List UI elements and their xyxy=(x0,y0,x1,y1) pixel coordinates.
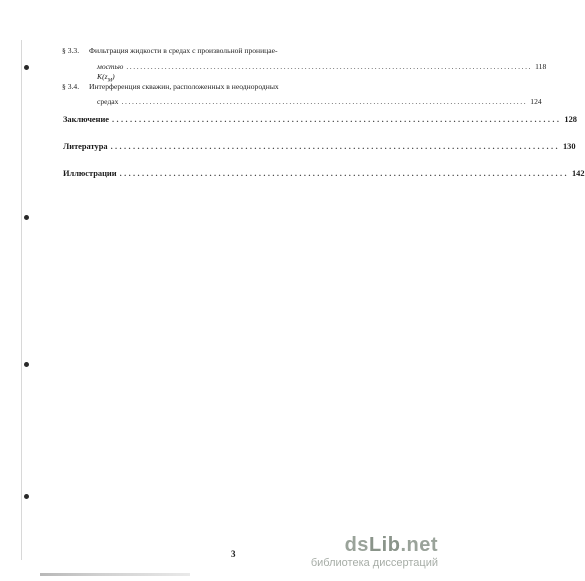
punch-hole-mark xyxy=(24,362,29,367)
toc-entry-illustrations[interactable] xyxy=(63,169,585,179)
chapter-title: Литература xyxy=(63,142,108,151)
binding-edge-line xyxy=(21,40,22,560)
page-ref: 118 xyxy=(535,62,547,71)
toc-entry-conclusion[interactable] xyxy=(63,115,577,125)
watermark-subtitle: библиотека диссертаций xyxy=(310,557,438,569)
section-number: § 3.3. xyxy=(62,46,80,55)
page-ref: 124 xyxy=(530,97,542,106)
punch-hole-mark xyxy=(24,65,29,70)
leader-dots: .................................................................................................... xyxy=(110,142,560,151)
chapter-title: Иллюстрации xyxy=(63,169,117,178)
page-ref: 130 xyxy=(562,142,576,151)
scan-smudge xyxy=(40,573,190,576)
section-title-line2: мостью $K(z_M)$ xyxy=(97,62,124,84)
punch-hole-mark xyxy=(24,494,29,499)
page-ref: 128 xyxy=(564,115,577,124)
leader-dots: .................................................................................................... xyxy=(119,169,569,178)
page-ref: 142 xyxy=(571,169,585,178)
watermark-logo: dsLib.net xyxy=(344,534,438,556)
toc-entry-3-4-line2[interactable] xyxy=(97,97,542,107)
chapter-title: Заключение xyxy=(63,115,110,124)
section-title-line1: Интерференция скважин, расположенных в неоднородных xyxy=(89,82,279,91)
toc-entry-3-3 xyxy=(62,46,278,56)
section-number: § 3.4. xyxy=(62,82,80,91)
watermark xyxy=(311,534,438,570)
toc-entry-3-4 xyxy=(62,82,279,92)
toc-entry-literature[interactable] xyxy=(63,142,576,152)
leader-dots: .................................................................................................................... xyxy=(126,62,533,71)
leader-dots: .................................................................................................................... xyxy=(121,97,528,106)
section-title-line2: средах xyxy=(97,97,119,106)
page-number: 3 xyxy=(231,549,236,559)
leader-dots: .................................................................................................... xyxy=(112,115,562,124)
punch-hole-mark xyxy=(24,215,29,220)
section-title-line1: Фильтрация жидкости в средах с произвольной проницае- xyxy=(89,46,278,55)
